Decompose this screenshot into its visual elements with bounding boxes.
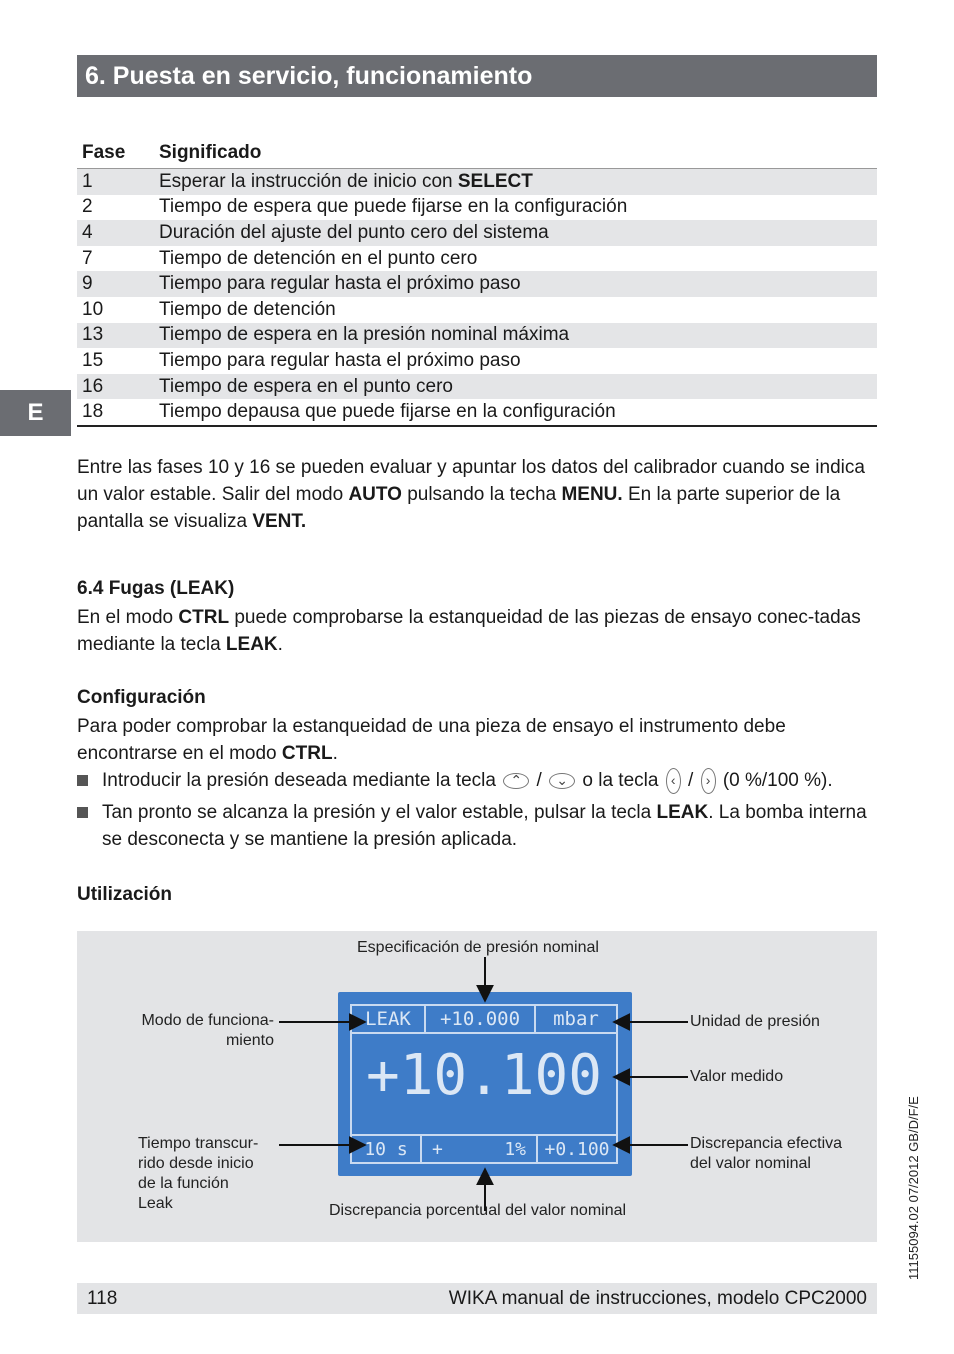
header-phase: Fase: [82, 142, 126, 163]
display-unit: mbar: [534, 1004, 618, 1034]
cell-meaning: Tiempo de espera que puede fijarse en la configuración: [159, 196, 628, 218]
cell-phase: 9: [82, 273, 93, 295]
table-row: [77, 271, 877, 297]
label-effective-deviation: Discrepancia efectiva del valor nominal: [690, 1135, 843, 1172]
table-row: [77, 169, 877, 195]
label-operating-mode: Modo de funciona- miento: [141, 1012, 274, 1049]
label-measured-value: Valor medido: [690, 1068, 784, 1085]
document-code: 11155094.02 07/2012 GB/D/F/E: [906, 1096, 921, 1280]
display-elapsed: 10 s: [350, 1134, 422, 1164]
cell-phase: 4: [82, 221, 93, 243]
table-row: [77, 348, 877, 374]
cell-phase: 18: [82, 401, 104, 423]
arrow-up-key-icon: ⌃: [503, 773, 529, 789]
bullet-square-icon: [77, 807, 88, 818]
table-header: [77, 138, 877, 169]
leak-heading: 6.4 Fugas (LEAK): [77, 578, 235, 599]
label-percent-deviation: Discrepancia porcentual del valor nominal: [329, 1202, 627, 1219]
arrow-right-key-icon: ›: [701, 768, 716, 794]
page-number: 118: [87, 1287, 118, 1309]
table-row: [77, 374, 877, 400]
callout-arrows: [77, 931, 877, 1242]
cell-meaning: Duración del ajuste del punto cero del sistema: [159, 221, 549, 243]
table-row: [77, 323, 877, 349]
bullet-pressure: Introducir la presión deseada mediante la tecla ⌃ / ⌄ o la tecla ‹ / › (0 %/100 %).: [77, 767, 877, 794]
label-elapsed-time: Tiempo transcur- rido desde inicio de la función Leak: [138, 1135, 259, 1212]
cell-meaning: Tiempo de espera en el punto cero: [159, 375, 453, 397]
table-row: [77, 297, 877, 323]
arrow-down-key-icon: ⌄: [549, 773, 575, 789]
label-nominal-spec: Especificación de presión nominal: [357, 939, 599, 956]
leak-paragraph: En el modo CTRL puede comprobarse la estanqueidad de las piezas de ensayo conec-tadas mediante la tecla LEAK.: [77, 607, 861, 655]
language-tab: E: [0, 390, 71, 436]
cell-meaning: Tiempo depausa que puede fijarse en la configuración: [159, 401, 616, 423]
bullet-square-icon: [77, 775, 88, 786]
header-meaning: Significado: [159, 142, 262, 163]
display-diagram: [77, 931, 877, 1242]
use-heading: Utilización: [77, 884, 173, 905]
cell-meaning: Tiempo para regular hasta el próximo paso: [159, 349, 521, 371]
page-footer: [77, 1283, 877, 1314]
label-pressure-unit: Unidad de presión: [690, 1013, 820, 1030]
arrow-left-key-icon: ‹: [666, 768, 681, 794]
config-paragraph: Para poder comprobar la estanqueidad de una pieza de ensayo el instrumento debe encontrarse en el modo CTRL.: [77, 716, 786, 764]
cell-phase: 1: [82, 170, 93, 192]
cell-phase: 16: [82, 375, 104, 397]
bullet-leak-key: Tan pronto se alcanza la presión y el valor estable, pulsar la tecla LEAK. La bomba interna se desconecta y se mantiene la presión aplicada.: [77, 799, 877, 853]
cell-phase: 2: [82, 196, 93, 218]
display-plus: +: [432, 1138, 443, 1160]
config-heading: Configuración: [77, 687, 206, 708]
display-percent: 1%: [504, 1138, 526, 1160]
cell-meaning: Tiempo de espera en la presión nominal máxima: [159, 324, 570, 346]
display-setpoint: +10.000: [424, 1004, 536, 1034]
section-title-bar: [77, 55, 877, 97]
cell-phase: 15: [82, 349, 104, 371]
cell-phase: 10: [82, 298, 104, 320]
cell-meaning: Tiempo de detención en el punto cero: [159, 247, 478, 269]
section-title: 6. Puesta en servicio, funcionamiento: [85, 61, 533, 90]
auto-mode-paragraph: Entre las fases 10 y 16 se pueden evaluar y apuntar los datos del calibrador cuando se indica un valor estable. Salir del modo AUTO pulsando la techa MENU. En la parte superior de la pantalla se visualiza VENT.: [77, 457, 865, 532]
table-row: [77, 246, 877, 272]
display-measured-value: +10.100: [365, 1043, 602, 1108]
cell-meaning: Esperar la instrucción de inicio con SELECT: [159, 170, 533, 192]
cell-meaning: Tiempo de detención: [159, 298, 336, 320]
table-row: [77, 195, 877, 221]
phase-table: [77, 138, 877, 427]
display-deviation: +0.100: [536, 1134, 618, 1164]
manual-title: WIKA manual de instrucciones, modelo CPC2000: [448, 1287, 867, 1309]
cell-phase: 7: [82, 247, 93, 269]
cell-meaning: Tiempo para regular hasta el próximo paso: [159, 273, 521, 295]
table-row: [77, 220, 877, 246]
display-mode: LEAK: [350, 1004, 426, 1034]
table-row: [77, 399, 877, 427]
cell-phase: 13: [82, 324, 104, 346]
